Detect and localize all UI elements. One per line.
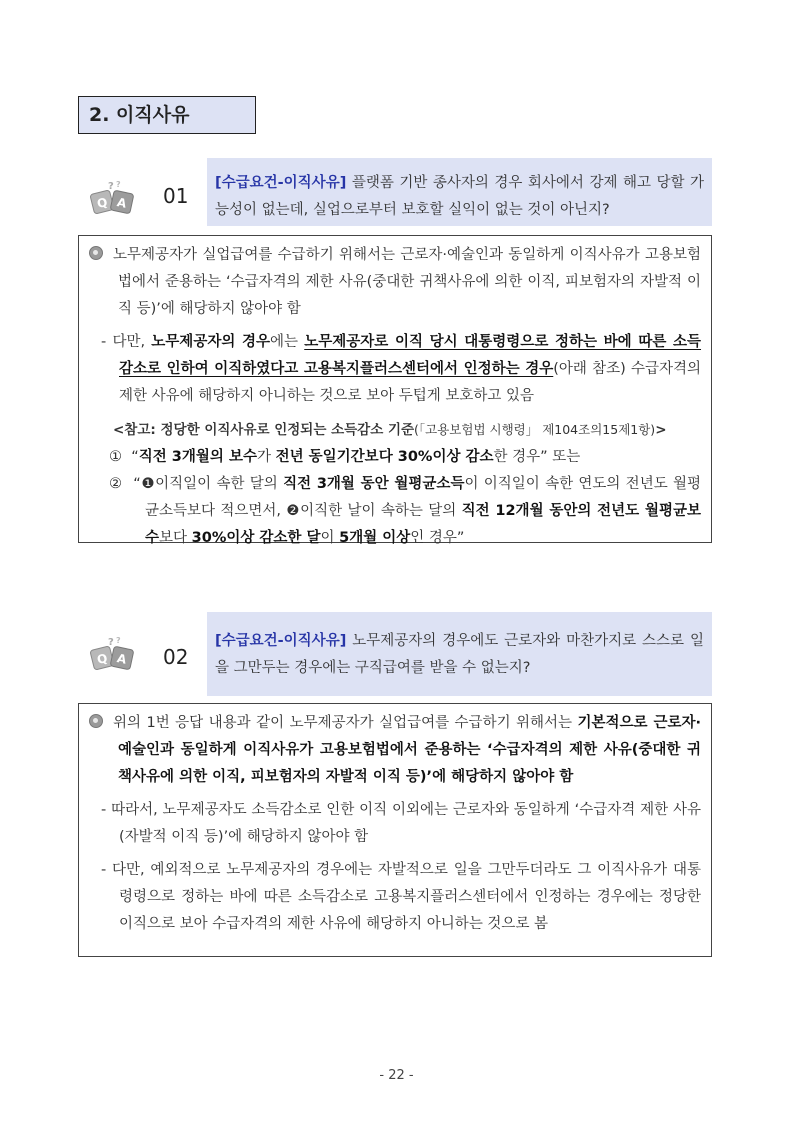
svg-text:?: ? (108, 637, 114, 648)
question-box (207, 612, 712, 696)
page-number: - 22 - (379, 1068, 414, 1083)
criteria-item-2: ② “❶이직일이 속한 달의 직전 3개월 동안 월평균소득이 이직일이 속한 연도의 전년도 월평균소득보다 적으면서, ❷이직한 날이 속하는 달의 직전 12개월 동안의 전년도 월평균보수보다 30%이상 감소한 달이 5개월 이상인 경우” (109, 476, 702, 546)
svg-text:Q: Q (95, 650, 109, 667)
question-text: 플랫폼 기반 종사자의 경우 회사에서 강제 해고 당할 가능성이 없는데, 실업으로부터 보호할 실익이 없는 것이 아닌지? (215, 175, 704, 218)
answer-box (78, 703, 712, 957)
svg-text:?: ? (108, 181, 114, 192)
answer-dash-item: - 다만, 예외적으로 노무제공자의 경우에는 자발적으로 일을 그만두더라도 그 이직사유가 대통령령으로 정하는 바에 따른 소득감소로 고용복지플러스센터에서 인정하는 경우에는 정당한 이직으로 보아 수급자격의 제한 사유에 해당하지 아니하는 것으로 봄 (101, 862, 701, 932)
svg-text:A: A (115, 195, 128, 211)
answer-paragraph: 위의 1번 응답 내용과 같이 노무제공자가 실업급여를 수급하기 위해서는 기본적으로 근로자·예술인과 동일하게 이직사유가 고용보험법에서 준용하는 ‘수급자격의 제한 사유(중대한 귀책사유에 의한 이직, 피보험자의 자발적 이직 등)’에 해당하지 않아야 함 (89, 710, 701, 791)
answer-text: 노무제공자가 실업급여를 수급하기 위해서는 근로자·예술인과 동일하게 이직사유가 고용보험법에서 준용하는 ‘수급자격의 제한 사유(중대한 귀책사유에 의한 이직, 피보험자의 자발적 이직 등)’에 해당하지 않아야 함 (113, 247, 701, 317)
question-tag: [수급요건-이직사유] (215, 633, 347, 649)
qa-icon (88, 634, 138, 674)
qa-icon (88, 178, 138, 218)
svg-text:?: ? (116, 636, 121, 645)
question-number: 02 (163, 645, 189, 669)
bullet-icon (89, 246, 103, 260)
question-text: 노무제공자의 경우에도 근로자와 마찬가지로 스스로 일을 그만두는 경우에는 구직급여를 받을 수 없는지? (215, 633, 704, 676)
question-tag: [수급요건-이직사유] (215, 175, 347, 191)
svg-text:A: A (115, 651, 128, 667)
answer-dash-item: - 다만, 노무제공자의 경우에는 노무제공자로 이직 당시 대통령령으로 정하는 바에 따른 소득 감소로 인하여 이직하였다고 고용복지플러스센터에서 인정하는 경우(아래 참조) 수급자격의 제한 사유에 해당하지 아니하는 것으로 보아 두텁게 보호하고 있음 (101, 334, 702, 404)
svg-text:Q: Q (95, 194, 109, 211)
criteria-item-1: ① “직전 3개월의 보수가 전년 동일기간보다 30%이상 감소한 경우” 또는 (109, 449, 581, 465)
question-number: 01 (163, 184, 189, 208)
answer-box (78, 235, 712, 546)
answer-dash-item: - 따라서, 노무제공자도 소득감소로 인한 이직 이외에는 근로자와 동일하게 ‘수급자격 제한 사유(자발적 이직 등)’에 해당하지 않아야 함 (101, 802, 701, 845)
bullet-icon (89, 714, 103, 728)
answer-paragraph (89, 242, 701, 323)
section-title: 2. 이직사유 (78, 96, 256, 134)
question-box (207, 158, 712, 226)
reference-heading: <참고: 정당한 이직사유로 인정되는 소득감소 기준(「고용보험법 시행령」 제104조의15제1항)> (113, 422, 667, 438)
svg-text:?: ? (116, 180, 121, 189)
